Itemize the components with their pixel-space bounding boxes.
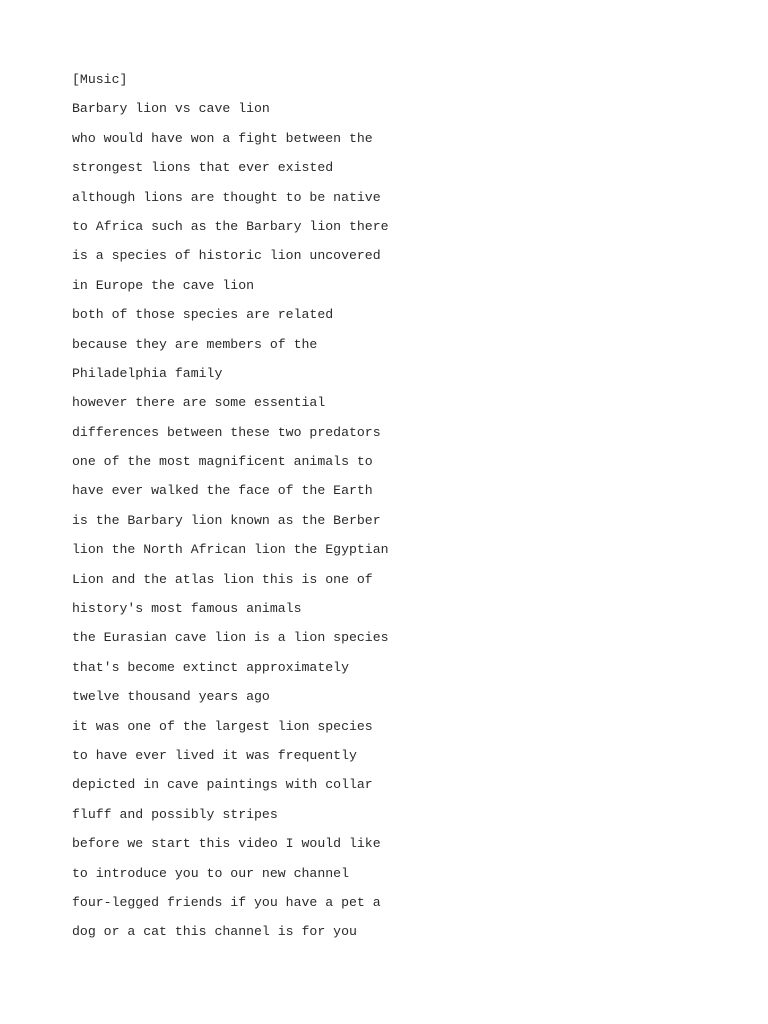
transcript-line: depicted in cave paintings with collar [72,777,373,793]
transcript-line: is the Barbary lion known as the Berber [72,512,381,528]
transcript-text [72,70,389,952]
transcript-line: before we start this video I would like [72,836,381,852]
transcript-line: in Europe the cave lion [72,277,255,293]
transcript-line: one of the most magnificent animals to [72,454,373,470]
transcript-line: to introduce you to our new channel [72,865,349,881]
transcript-line: because they are members of the [72,336,318,352]
transcript-line: who would have won a fight between the [72,130,373,146]
transcript-line: four-legged friends if you have a pet a [72,894,381,910]
transcript-line: fluff and possibly stripes [72,806,278,822]
transcript-line: however there are some essential [72,395,326,411]
transcript-line: both of those species are related [72,307,334,323]
transcript-line: the Eurasian cave lion is a lion species [72,630,389,646]
transcript-line: have ever walked the face of the Earth [72,483,373,499]
transcript-line: [Music] [72,72,128,87]
transcript-line: that's become extinct approximately [72,659,349,675]
transcript-line: twelve thousand years ago [72,689,270,705]
transcript-line: dog or a cat this channel is for you [72,924,357,940]
transcript-line: although lions are thought to be native [72,189,381,205]
transcript-line: to Africa such as the Barbary lion there [72,218,389,234]
transcript-line: differences between these two predators [72,424,381,440]
transcript-line: lion the North African lion the Egyptian [72,542,389,558]
transcript-line: to have ever lived it was frequently [72,747,357,763]
transcript-line: is a species of historic lion uncovered [72,248,381,264]
transcript-line: strongest lions that ever existed [72,160,334,176]
transcript-line: Lion and the atlas lion this is one of [72,571,373,587]
transcript-line: Barbary lion vs cave lion [72,101,270,117]
transcript-line: history's most famous animals [72,601,302,617]
transcript-line: Philadelphia family [72,365,223,381]
transcript-line: it was one of the largest lion species [72,718,373,734]
